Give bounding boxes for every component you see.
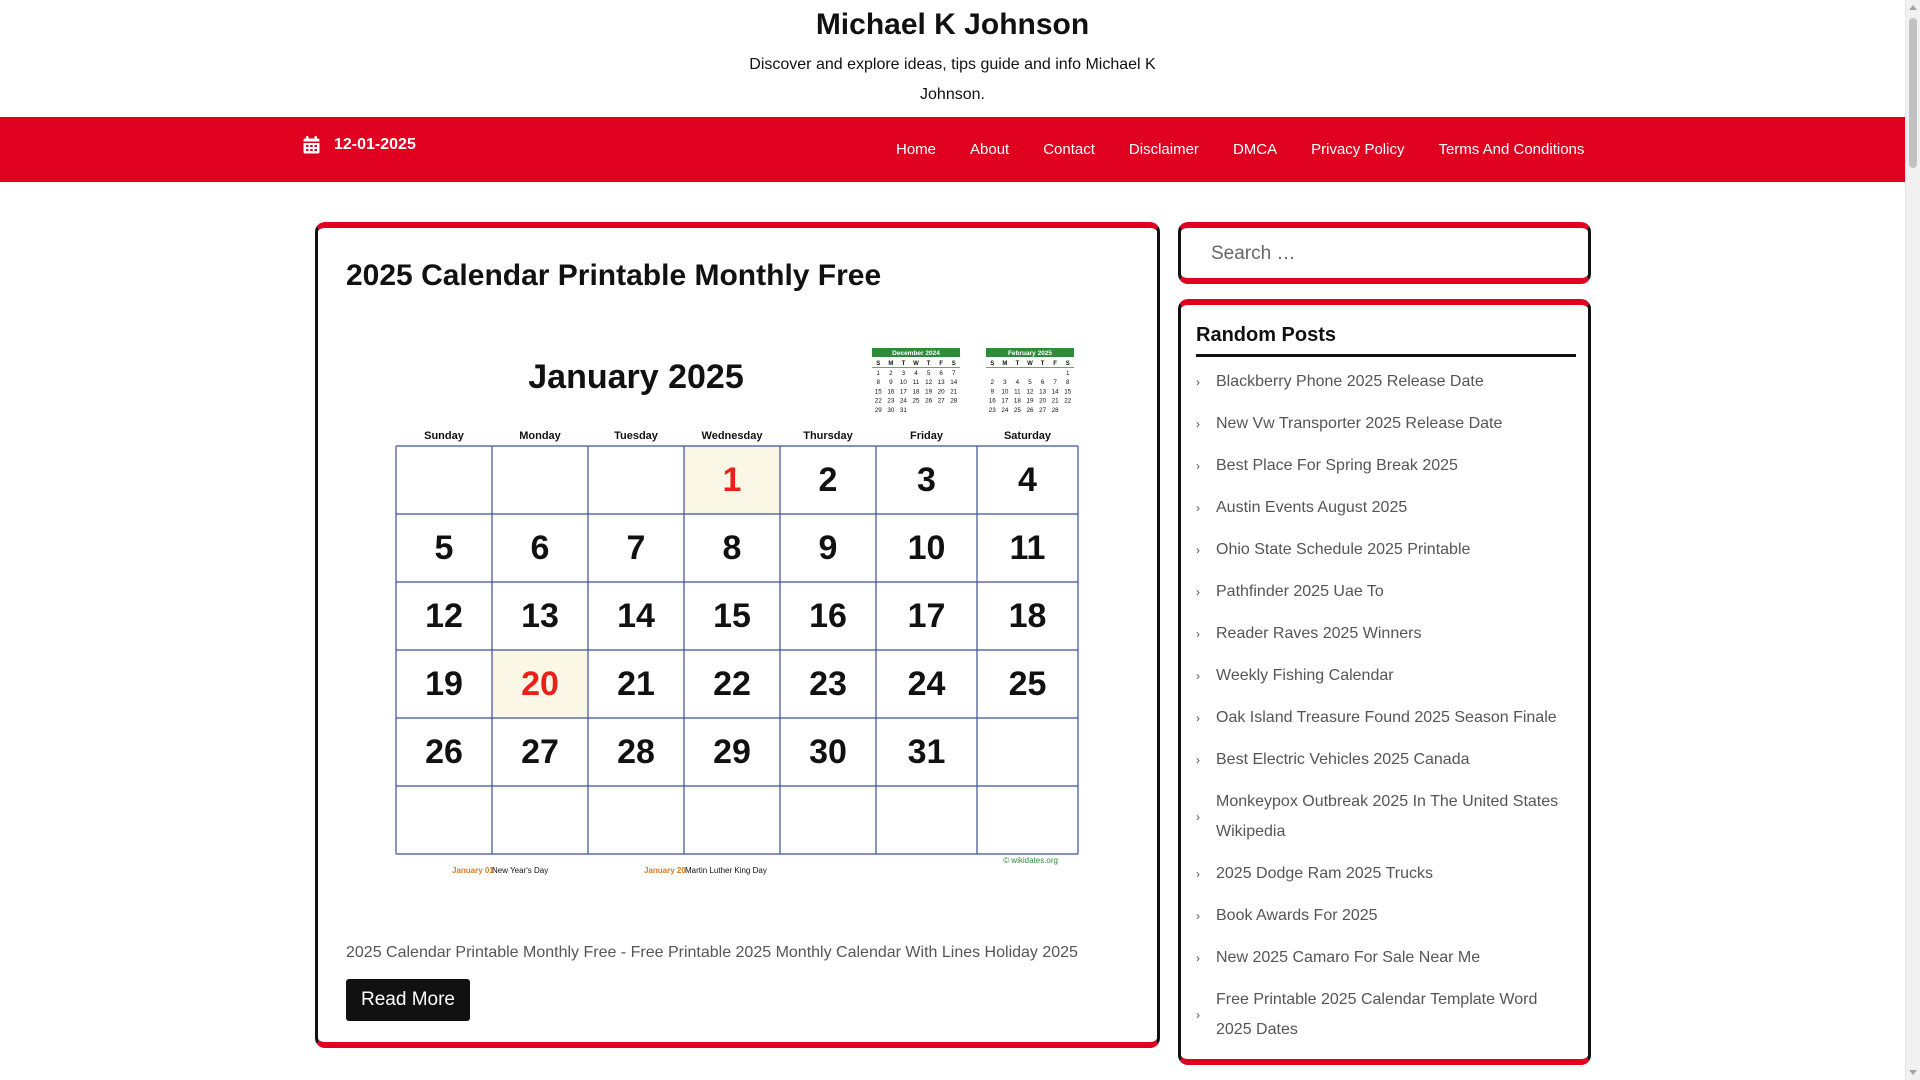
calendar-day-number: 23 xyxy=(809,665,847,703)
post-card xyxy=(315,222,1160,1048)
mini-calendar-day: 21 xyxy=(1051,397,1059,405)
nav-dmca[interactable]: DMCA xyxy=(1232,141,1278,158)
random-post-title: Free Printable 2025 Calendar Template Word 2025 Dates xyxy=(1216,991,1538,1038)
random-post-title: Best Place For Spring Break 2025 xyxy=(1216,457,1458,474)
calendar-weekday-label: Wednesday xyxy=(701,430,763,442)
calendar-day-number: 7 xyxy=(626,529,646,567)
chevron-right-icon: › xyxy=(1196,810,1200,824)
chevron-right-icon: › xyxy=(1196,753,1200,767)
calendar-day-number: 4 xyxy=(1018,461,1037,499)
mini-calendar-day: 11 xyxy=(912,379,920,387)
calendar-day-number: 2 xyxy=(818,461,838,499)
mini-calendar-day: 11 xyxy=(1014,388,1021,396)
calendar-day-number: 13 xyxy=(521,597,559,635)
mini-calendar-day: 19 xyxy=(925,388,933,396)
chevron-right-icon: › xyxy=(1196,909,1200,923)
random-post-link[interactable] xyxy=(1196,661,1576,691)
calendar-day-number: 12 xyxy=(425,597,463,635)
random-post-title: Ohio State Schedule 2025 Printable xyxy=(1216,541,1471,558)
main-navbar xyxy=(0,117,1905,182)
mini-calendar-weekday: S xyxy=(1065,361,1070,367)
mini-calendar-day: 1 xyxy=(876,370,881,377)
calendar-day-number: 21 xyxy=(617,665,655,703)
mini-calendar-day: 3 xyxy=(901,370,906,377)
random-post-link[interactable] xyxy=(1196,703,1576,733)
mini-calendar-title: December 2024 xyxy=(892,350,940,357)
mini-calendar-day: 21 xyxy=(950,388,958,396)
mini-calendar-title: February 2025 xyxy=(1007,350,1053,357)
mini-calendar-day: 22 xyxy=(874,397,882,405)
calendar-day-number: 17 xyxy=(907,597,946,635)
mini-calendar-day: 22 xyxy=(1064,397,1072,405)
mini-calendar-day: 24 xyxy=(899,397,907,405)
random-post-link[interactable] xyxy=(1196,493,1576,523)
calendar-day-number: 30 xyxy=(809,733,847,771)
calendar-day-number: 18 xyxy=(1008,597,1047,635)
mini-calendar-day: 6 xyxy=(939,370,943,377)
mini-calendar-day: 10 xyxy=(1001,388,1009,396)
calendar-day-number: 10 xyxy=(907,529,946,567)
random-post-title: Oak Island Treasure Found 2025 Season Finale xyxy=(1216,709,1557,726)
mini-calendar-weekday: T xyxy=(901,361,906,367)
mini-calendar-day: 27 xyxy=(937,397,945,405)
mini-calendar-weekday: M xyxy=(1002,361,1008,367)
site-title[interactable]: Michael K Johnson xyxy=(815,8,1090,41)
nav-about[interactable]: About xyxy=(970,141,1010,158)
post-excerpt: 2025 Calendar Printable Monthly Free - Free Printable 2025 Monthly Calendar With Lines Holiday 2025 xyxy=(346,944,1078,961)
holiday-name: New Year's Day xyxy=(492,866,549,875)
site-header xyxy=(0,0,1905,117)
nav-menu xyxy=(896,117,1905,182)
random-post-link[interactable] xyxy=(1196,535,1576,565)
random-post-title: Weekly Fishing Calendar xyxy=(1216,667,1394,684)
holiday-date: January 20 xyxy=(644,866,686,875)
random-posts-widget xyxy=(1178,299,1591,1065)
current-date xyxy=(303,136,416,154)
calendar-weekday-label: Tuesday xyxy=(614,430,658,442)
search-widget xyxy=(1178,222,1591,284)
page-scrollbar[interactable] xyxy=(1905,0,1920,1080)
mini-calendar-day: 18 xyxy=(1013,397,1021,405)
random-post-link[interactable] xyxy=(1196,859,1576,889)
current-date-text: 12-01-2025 xyxy=(334,136,416,153)
mini-calendar-day: 14 xyxy=(1051,388,1059,396)
mini-calendar-day: 25 xyxy=(1013,406,1021,414)
nav-home[interactable]: Home xyxy=(896,141,937,158)
random-post-link[interactable] xyxy=(1196,787,1576,847)
calendar-weekday-label: Sunday xyxy=(424,430,464,442)
chevron-right-icon: › xyxy=(1196,543,1200,557)
mini-calendar-day: 19 xyxy=(1026,397,1034,405)
calendar-day-number: 3 xyxy=(917,461,936,499)
mini-calendar-day: 5 xyxy=(926,370,931,377)
mini-calendar-weekday: F xyxy=(939,361,943,367)
mini-calendar-weekday: T xyxy=(1015,361,1020,367)
mini-calendar-day: 9 xyxy=(990,388,995,396)
calendar-weekday-label: Saturday xyxy=(1003,430,1052,442)
calendar-day-number: 15 xyxy=(713,597,751,635)
random-post-title: New Vw Transporter 2025 Release Date xyxy=(1216,415,1503,432)
chevron-right-icon: › xyxy=(1196,1008,1200,1022)
calendar-day-number: 24 xyxy=(907,665,946,703)
post-image-calendar[interactable] xyxy=(346,328,1128,875)
calendar-day-number: 11 xyxy=(1009,529,1046,567)
mini-calendar-day: 18 xyxy=(912,388,920,396)
calendar-day-number: 20 xyxy=(521,665,559,703)
random-post-link[interactable] xyxy=(1196,619,1576,649)
mini-calendar-weekday: S xyxy=(990,361,995,367)
mini-calendar-day: 17 xyxy=(1001,397,1009,405)
random-post-link[interactable] xyxy=(1196,367,1576,397)
mini-calendar-weekday: S xyxy=(951,361,956,367)
holiday-name: Martin Luther King Day xyxy=(685,866,767,875)
random-post-title: Austin Events August 2025 xyxy=(1216,499,1408,516)
calendar-day-number: 22 xyxy=(713,665,751,703)
calendar-month-title: January 2025 xyxy=(528,358,744,396)
calendar-credit: © wikidates.org xyxy=(1003,856,1058,865)
mini-calendar-day: 26 xyxy=(1026,406,1034,414)
random-posts-title: Random Posts xyxy=(1196,324,1576,357)
mini-calendar-day: 7 xyxy=(951,370,956,377)
mini-calendar-day: 16 xyxy=(887,388,895,396)
random-post-link[interactable] xyxy=(1196,409,1576,439)
calendar-image xyxy=(346,328,1128,875)
random-post-link[interactable] xyxy=(1196,451,1576,481)
random-post-title: Pathfinder 2025 Uae To xyxy=(1216,583,1384,600)
mini-calendar-day: 23 xyxy=(988,406,996,414)
mini-calendar-day: 28 xyxy=(950,397,958,405)
random-post-title: New 2025 Camaro For Sale Near Me xyxy=(1216,949,1481,966)
chevron-right-icon: › xyxy=(1196,951,1200,965)
calendar-weekday-label: Monday xyxy=(519,430,561,442)
calendar-icon xyxy=(303,136,320,154)
calendar-day-number: 14 xyxy=(617,597,655,635)
random-post-link[interactable] xyxy=(1196,745,1576,775)
calendar-day-number: 5 xyxy=(434,529,454,567)
chevron-right-icon: › xyxy=(1196,459,1200,473)
random-post-link[interactable] xyxy=(1196,985,1576,1045)
chevron-right-icon: › xyxy=(1196,669,1200,683)
random-post-title: Best Electric Vehicles 2025 Canada xyxy=(1216,751,1470,768)
nav-privacy-policy[interactable]: Privacy Policy xyxy=(1311,141,1405,158)
mini-calendar-weekday: T xyxy=(1040,361,1045,367)
mini-calendar-day: 6 xyxy=(1040,379,1045,387)
calendar-day-number: 19 xyxy=(425,665,463,703)
mini-calendar-weekday: W xyxy=(913,361,919,367)
mini-calendar-day: 4 xyxy=(1015,379,1020,387)
calendar-weekday-label: Thursday xyxy=(803,430,853,442)
chevron-right-icon: › xyxy=(1196,711,1200,725)
mini-calendar-day: 13 xyxy=(1039,388,1047,396)
mini-calendar-day: 12 xyxy=(1026,388,1034,396)
calendar-day-number: 28 xyxy=(617,733,655,771)
nav-terms[interactable]: Terms And Conditions xyxy=(1438,141,1585,158)
mini-calendar-weekday: W xyxy=(1027,361,1033,367)
mini-calendar-day: 15 xyxy=(1064,388,1072,396)
mini-calendar-weekday: M xyxy=(888,361,894,367)
mini-calendar-day: 24 xyxy=(1001,406,1009,414)
mini-calendar-day: 8 xyxy=(876,379,881,387)
nav-disclaimer[interactable]: Disclaimer xyxy=(1128,141,1199,158)
scroll-down-arrow-icon[interactable] xyxy=(1909,1070,1917,1075)
mini-calendar-day: 10 xyxy=(899,379,907,387)
random-post-title: 2025 Dodge Ram 2025 Trucks xyxy=(1216,865,1434,882)
calendar-day-number: 8 xyxy=(722,529,742,567)
mini-calendar-day: 20 xyxy=(937,388,945,396)
search-input[interactable] xyxy=(1211,234,1571,274)
mini-calendar-day: 3 xyxy=(1003,379,1007,387)
random-posts-list xyxy=(1196,367,1576,1057)
mini-calendar-day: 20 xyxy=(1039,397,1047,405)
calendar-day-number: 29 xyxy=(713,733,751,771)
holiday-date: January 01 xyxy=(452,866,494,875)
mini-calendar-weekday: F xyxy=(1053,361,1057,367)
calendar-day-number: 16 xyxy=(809,597,847,635)
mini-calendar-day: 2 xyxy=(990,379,995,387)
mini-calendar-day: 12 xyxy=(925,379,933,387)
mini-calendar-day: 2 xyxy=(889,370,893,377)
nav-contact[interactable]: Contact xyxy=(1043,141,1095,158)
calendar-day-number: 6 xyxy=(530,529,550,567)
random-post-title: Blackberry Phone 2025 Release Date xyxy=(1216,373,1484,390)
mini-calendar-day: 27 xyxy=(1039,406,1047,414)
calendar-weekday-label: Friday xyxy=(909,430,944,442)
chevron-right-icon: › xyxy=(1196,585,1200,599)
calendar-day-number: 27 xyxy=(521,733,559,771)
calendar-day-number: 31 xyxy=(907,733,946,771)
scroll-up-arrow-icon[interactable] xyxy=(1909,5,1917,10)
mini-calendar-day: 1 xyxy=(1065,370,1070,377)
mini-calendar-day: 5 xyxy=(1028,379,1032,387)
calendar-day-number: 25 xyxy=(1008,665,1047,703)
site-description: Discover and explore ideas, tips guide and info Michael K Johnson. xyxy=(749,56,1156,103)
mini-calendar-day: 23 xyxy=(887,397,895,405)
mini-calendar-day: 28 xyxy=(1051,406,1059,414)
mini-calendar-day: 26 xyxy=(925,397,933,405)
mini-calendar-day: 14 xyxy=(950,379,958,387)
mini-calendar-day: 9 xyxy=(889,379,893,387)
mini-calendar-day: 7 xyxy=(1053,379,1057,387)
mini-calendar-day: 29 xyxy=(874,406,882,414)
random-post-title: Monkeypox Outbreak 2025 In The United States Wikipedia xyxy=(1216,793,1559,840)
random-post-title: Book Awards For 2025 xyxy=(1216,907,1378,924)
mini-calendar-day: 31 xyxy=(899,406,907,414)
chevron-right-icon: › xyxy=(1196,867,1200,881)
mini-calendar-day: 8 xyxy=(1065,379,1070,387)
random-post-title: Reader Raves 2025 Winners xyxy=(1216,625,1422,642)
chevron-right-icon: › xyxy=(1196,375,1200,389)
random-post-link[interactable] xyxy=(1196,577,1576,607)
chevron-right-icon: › xyxy=(1196,417,1200,431)
calendar-day-number: 26 xyxy=(425,733,463,771)
mini-calendar-weekday: S xyxy=(876,361,881,367)
mini-calendar-day: 4 xyxy=(914,370,918,377)
random-post-link[interactable] xyxy=(1196,943,1576,973)
mini-calendar-day: 30 xyxy=(887,406,895,414)
mini-calendar-day: 25 xyxy=(912,397,920,405)
calendar-day-number: 9 xyxy=(818,529,838,567)
mini-calendar-day: 15 xyxy=(874,388,882,396)
random-post-link[interactable] xyxy=(1196,901,1576,931)
chevron-right-icon: › xyxy=(1196,627,1200,641)
mini-calendar-day: 16 xyxy=(988,397,996,405)
mini-calendar-day: 17 xyxy=(899,388,907,396)
mini-calendar-weekday: T xyxy=(926,361,931,367)
post-title[interactable]: 2025 Calendar Printable Monthly Free xyxy=(346,259,882,292)
calendar-day-number: 1 xyxy=(722,461,742,499)
chevron-right-icon: › xyxy=(1196,501,1200,515)
scrollbar-thumb[interactable] xyxy=(1909,18,1917,168)
mini-calendar-day: 13 xyxy=(937,379,945,387)
read-more-button[interactable]: Read More xyxy=(346,979,470,1021)
